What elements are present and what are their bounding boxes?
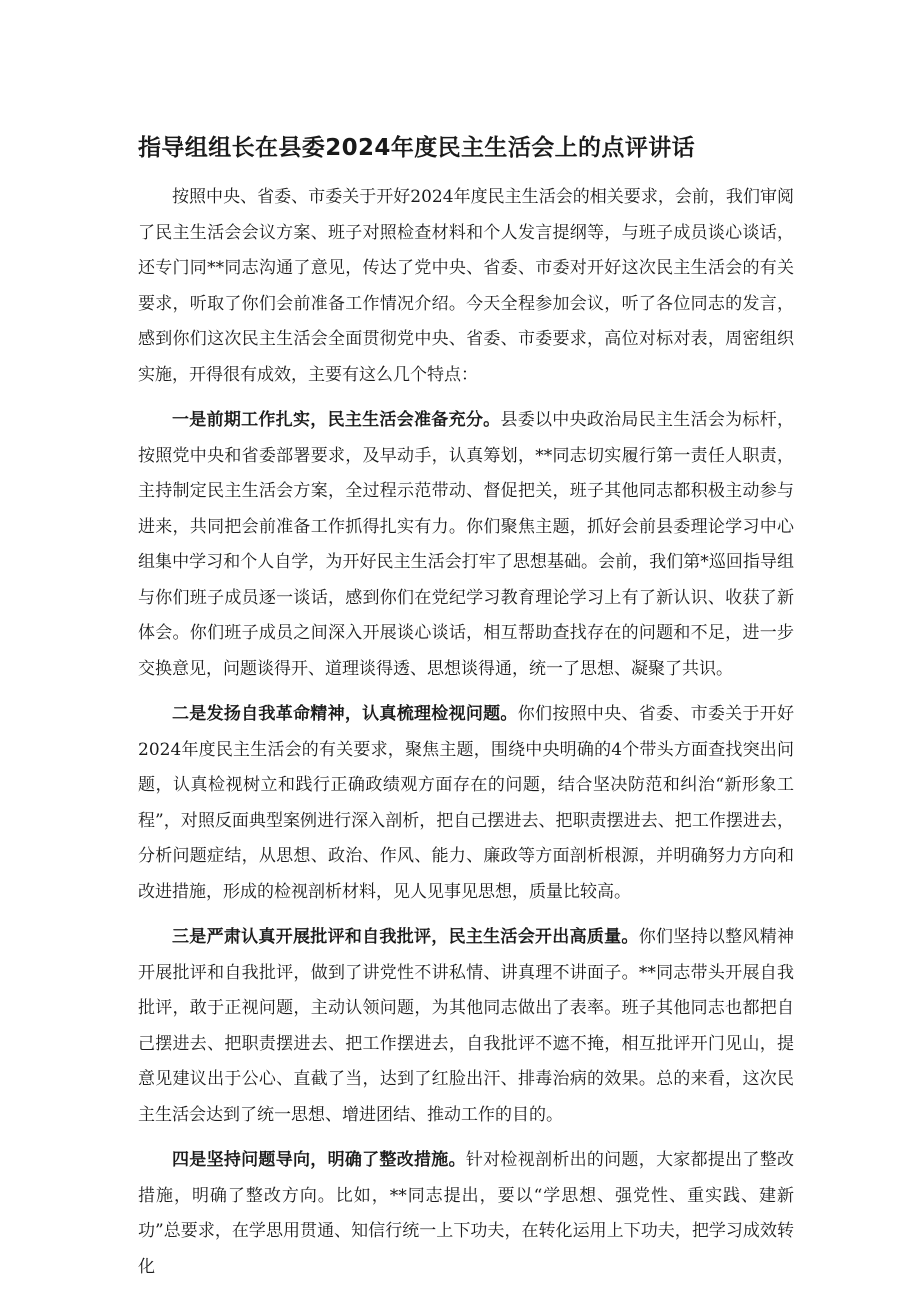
section-4-heading: 四是坚持问题导向，明确了整改措施。	[172, 1150, 466, 1170]
section-2-text: 你们按照中央、省委、市委关于开好2024年度民主生活会的有关要求，聚焦主题，围绕中央明确的4个带头方面查找突出问题，认真检视树立和践行正确政绩观方面存在的问题，结合坚决防范和纠治“新形象工程”，对照反面典型案例进行深入剖析，把自己摆进去、把职责摆进去、把工作摆进去，分析问题症结，从思想、政治、作风、能力、廉政等方面剖析根源，并明确努力方向和改进措施，形成的检视剖析材料，见人见事见思想，质量比较高。	[138, 704, 795, 902]
section-1-heading: 一是前期工作扎实，民主生活会准备充分。	[172, 410, 501, 430]
section-3-heading: 三是严肃认真开展批评和自我批评，民主生活会开出高质量。	[172, 927, 639, 947]
intro-paragraph: 按照中央、省委、市委关于开好2024年度民主生活会的相关要求，会前，我们审阅了民主生活会会议方案、班子对照检查材料和个人发言提纲等，与班子成员谈心谈话，还专门同**同志沟通了意见，传达了党中央、省委、市委对开好这次民主生活会的有关要求，听取了你们会前准备工作情况介绍。今天全程参加会议，听了各位同志的发言，感到你们这次民主生活会全面贯彻党中央、省委、市委要求，高位对标对表，周密组织实施，开得很有成效，主要有这么几个特点：	[138, 187, 794, 385]
section-1-text: 县委以中央政治局民主生活会为标杆，按照党中央和省委部署要求，及早动手，认真筹划，**同志切实履行第一责任人职责，主持制定民主生活会方案，全过程示范带动、督促把关，班子其他同志都积极主动参与进来，共同把会前准备工作抓得扎实有力。你们聚焦主题，抓好会前县委理论学习中心组集中学习和个人自学，为开好民主生活会打牢了思想基础。会前，我们第*巡回指导组与你们班子成员逐一谈话，感到你们在党纪学习教育理论学习上有了新认识、收获了新体会。你们班子成员之间深入开展谈心谈话，相互帮助查找存在的问题和不足，进一步交换意见，问题谈得开、道理谈得透、思想谈得通，统一了思想、凝聚了共识。	[138, 410, 795, 679]
document-body	[138, 180, 794, 1295]
section-paragraph-3	[138, 920, 794, 1133]
section-3-text: 你们坚持以整风精神开展批评和自我批评，做到了讲党性不讲私情、讲真理不讲面子。**同志带头开展自我批评，敢于正视问题，主动认领问题，为其他同志做出了表率。班子其他同志也都把自己摆进去、把职责摆进去、把工作摆进去，自我批评不遮不掩，相互批评开门见山，提意见建议出于公心、直截了当，达到了红脸出汗、排毒治病的效果。总的来看，这次民主生活会达到了统一思想、增进团结、推动工作的目的。	[138, 927, 795, 1125]
section-paragraph-4	[138, 1143, 794, 1285]
section-paragraph-2	[138, 697, 794, 910]
section-paragraph-1	[138, 403, 794, 687]
document-title: 指导组组长在县委2024年度民主生活会上的点评讲话	[138, 135, 696, 161]
section-4-text: 针对检视剖析出的问题，大家都提出了整改措施，明确了整改方向。比如，**同志提出，要以“学思想、强党性、重实践、建新功”总要求，在学思用贯通、知信行统一上下功夫，在转化运用上下功夫，把学习成效转化	[138, 1150, 795, 1277]
section-2-heading: 二是发扬自我革命精神，认真梳理检视问题。	[172, 704, 518, 724]
